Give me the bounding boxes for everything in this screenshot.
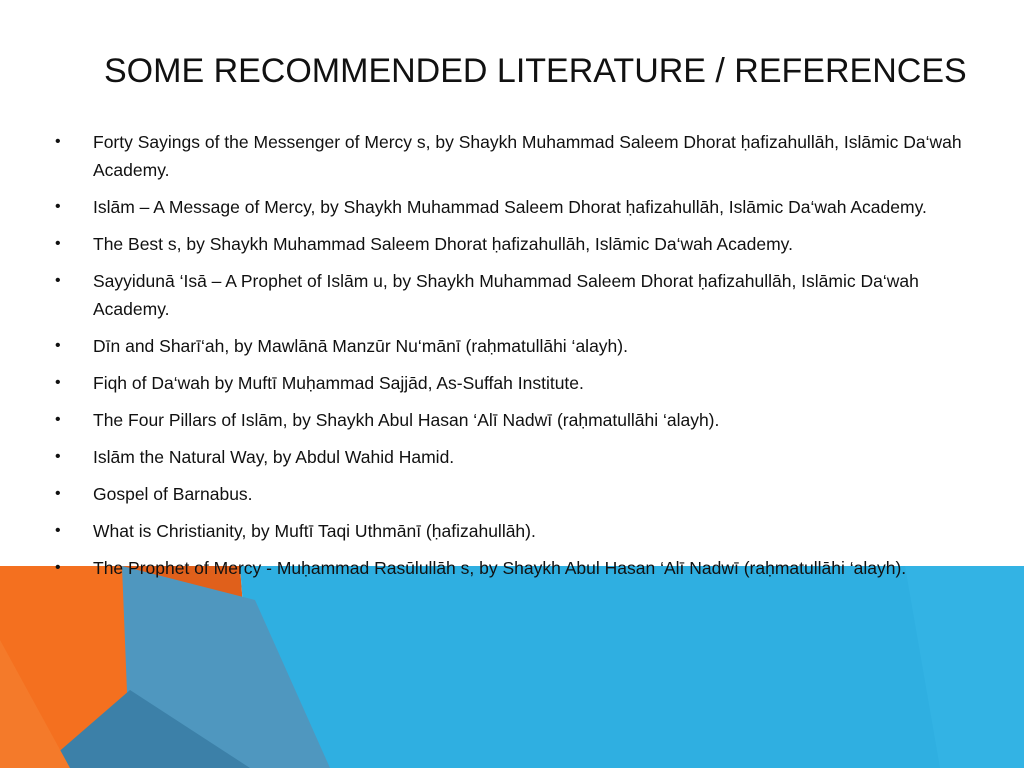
reference-text: Islām – A Message of Mercy, by Shaykh Muhammad Saleem Dhorat ḥafizahullāh, Islāmic Da‘wah Academy. <box>93 197 927 217</box>
reference-text: The Best s, by Shaykh Muhammad Saleem Dhorat ḥafizahullāh, Islāmic Da‘wah Academy. <box>93 234 793 254</box>
list-item <box>55 517 985 545</box>
list-item <box>55 406 985 434</box>
bullet: • <box>55 522 61 539</box>
list-item <box>55 128 985 184</box>
list-item <box>55 443 985 471</box>
reference-text: The Four Pillars of Islām, by Shaykh Abul Hasan ‘Alī Nadwī (raḥmatullāhi ‘alayh). <box>93 410 720 430</box>
reference-text: Gospel of Barnabus. <box>93 484 253 504</box>
reference-text: Islām the Natural Way, by Abdul Wahid Hamid. <box>93 447 455 467</box>
bullet: • <box>55 235 61 252</box>
reference-text: Fiqh of Da‘wah by Muftī Muḥammad Sajjād, As-Suffah Institute. <box>93 373 584 393</box>
list-item <box>55 369 985 397</box>
decor-blue-light-shape <box>240 566 1024 768</box>
bullet: • <box>55 198 61 215</box>
reference-list <box>55 128 985 591</box>
list-item <box>55 267 985 323</box>
bullet: • <box>55 374 61 391</box>
bullet: • <box>55 272 61 289</box>
list-item <box>55 230 985 258</box>
bullet: • <box>55 337 61 354</box>
slide-title: SOME RECOMMENDED LITERATURE / REFERENCES <box>104 52 967 90</box>
bullet: • <box>55 133 61 150</box>
reference-text: Forty Sayings of the Messenger of Mercy s, by Shaykh Muhammad Saleem Dhorat ḥafizahullāh, Islāmic Da‘wah Academy. <box>93 132 962 180</box>
reference-text: What is Christianity, by Muftī Taqi Uthmānī (ḥafizahullāh). <box>93 521 536 541</box>
list-item <box>55 480 985 508</box>
bullet: • <box>55 448 61 465</box>
list-item <box>55 193 985 221</box>
reference-text: Sayyidunā ‘Isā – A Prophet of Islām u, by Shaykh Muhammad Saleem Dhorat ḥafizahullāh, Islāmic Da‘wah Academy. <box>93 271 919 319</box>
bullet: • <box>55 485 61 502</box>
reference-text: The Prophet of Mercy - Muḥammad Rasūlullāh s, by Shaykh Abul Hasan ‘Alī Nadwī (raḥmatullāhi ‘alayh). <box>93 558 907 578</box>
list-item <box>55 554 985 582</box>
bullet: • <box>55 411 61 428</box>
reference-text: Dīn and Sharī‘ah, by Mawlānā Manzūr Nu‘mānī (raḥmatullāhi ‘alayh). <box>93 336 628 356</box>
list-item <box>55 332 985 360</box>
bullet: • <box>55 559 61 576</box>
